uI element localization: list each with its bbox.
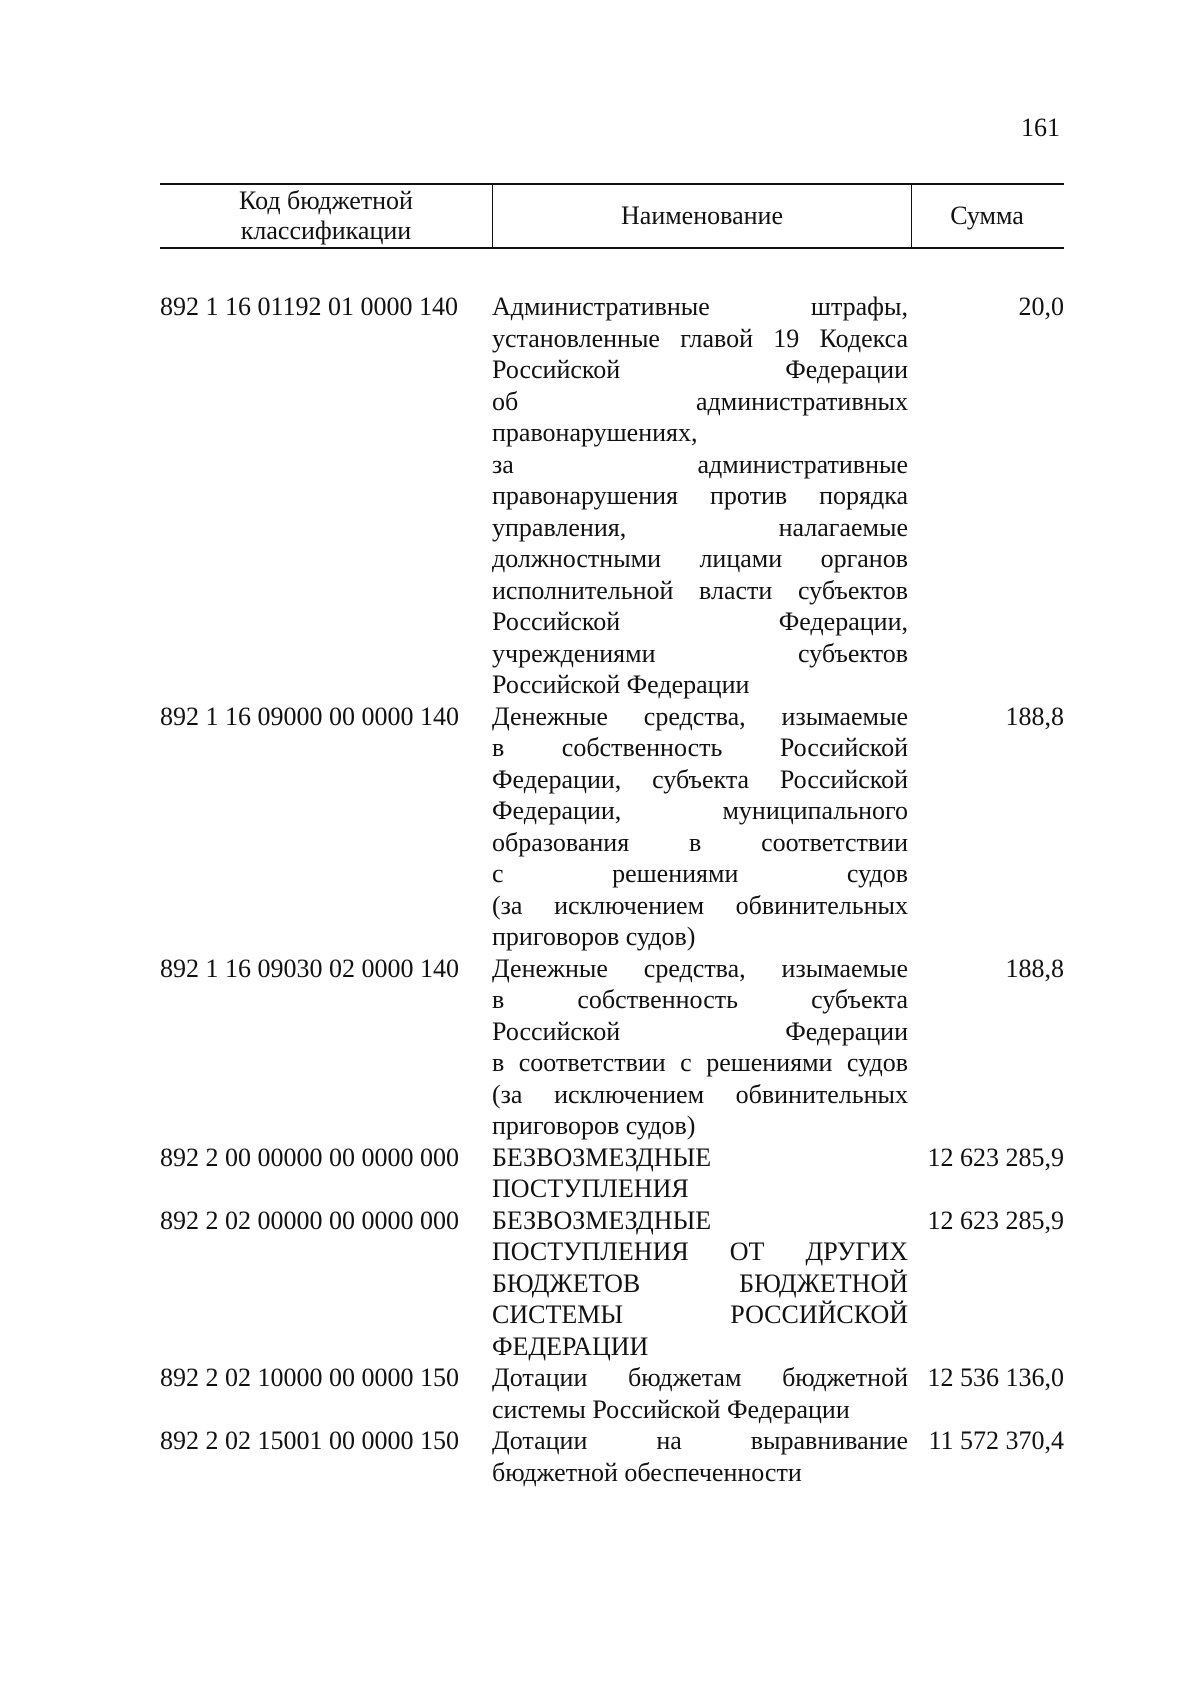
item-name-line: (за исключением обвинительных bbox=[492, 1079, 908, 1109]
item-name-line: Административные штрафы, bbox=[492, 292, 908, 321]
item-name-line: приговоров судов) bbox=[492, 922, 696, 951]
item-name bbox=[492, 701, 908, 953]
item-name bbox=[492, 953, 908, 1142]
table-row bbox=[160, 291, 1064, 701]
item-name-line: Российской Федерации bbox=[492, 1016, 908, 1046]
item-sum: 20,0 bbox=[1018, 292, 1064, 321]
item-name-line: с решениями судов bbox=[492, 859, 908, 888]
table-row bbox=[160, 953, 1064, 1142]
budget-code: 892 1 16 09000 00 0000 140 bbox=[160, 701, 459, 731]
table-header bbox=[160, 183, 1064, 249]
item-name-line: за административные bbox=[492, 449, 908, 479]
item-name-line: бюджетной обеспеченности bbox=[492, 1457, 802, 1487]
item-name-line: об административных bbox=[492, 386, 908, 416]
item-name-line: БЮДЖЕТОВ БЮДЖЕТНОЙ bbox=[492, 1268, 908, 1298]
item-name-line: Российской Федерации bbox=[492, 355, 908, 384]
item-name-line: в соответствии с решениями судов bbox=[492, 1048, 908, 1077]
item-name-line: Федерации, субъекта Российской bbox=[492, 764, 908, 794]
item-sum: 12 623 285,9 bbox=[927, 1142, 1064, 1172]
table-row bbox=[160, 701, 1064, 953]
item-sum: 12 536 136,0 bbox=[927, 1363, 1064, 1392]
item-sum: 188,8 bbox=[1005, 953, 1064, 983]
item-name bbox=[492, 1205, 908, 1363]
item-name-line: (за исключением обвинительных bbox=[492, 890, 908, 920]
budget-code: 892 2 02 00000 00 0000 000 bbox=[160, 1205, 459, 1235]
item-name bbox=[492, 1425, 908, 1488]
item-name-line: Федерации, муниципального bbox=[492, 796, 908, 825]
header-name: Наименование bbox=[492, 185, 912, 247]
table-body bbox=[160, 291, 1064, 1488]
item-name-line: учреждениями субъектов bbox=[492, 638, 908, 668]
item-name-line: Российской Федерации, bbox=[492, 607, 908, 636]
item-name-line: правонарушениях, bbox=[492, 418, 698, 447]
item-name-line: должностными лицами органов bbox=[492, 544, 908, 573]
item-sum: 12 623 285,9 bbox=[927, 1205, 1064, 1235]
table-row bbox=[160, 1362, 1064, 1425]
budget-code: 892 2 02 10000 00 0000 150 bbox=[160, 1363, 459, 1392]
header-sum: Сумма bbox=[950, 201, 1024, 230]
table-row bbox=[160, 1205, 1064, 1363]
page-number: 161 bbox=[1021, 113, 1060, 142]
item-name-line: БЕЗВОЗМЕЗДНЫЕ bbox=[492, 1205, 712, 1235]
item-name-line: Российской Федерации bbox=[492, 670, 750, 699]
item-name-line: Дотации бюджетам бюджетной bbox=[492, 1363, 908, 1392]
table-row bbox=[160, 1142, 1064, 1205]
item-name-line: системы Российской Федерации bbox=[492, 1394, 850, 1424]
item-name-line: Денежные средства, изымаемые bbox=[492, 953, 908, 983]
header-code: Код бюджетной классификации bbox=[239, 186, 413, 245]
budget-code: 892 1 16 01192 01 0000 140 bbox=[160, 292, 459, 321]
item-name-line: ФЕДЕРАЦИИ bbox=[492, 1331, 649, 1361]
item-name-line: БЕЗВОЗМЕЗДНЫЕ bbox=[492, 1142, 712, 1172]
item-name bbox=[492, 291, 908, 701]
item-name-line: в собственность субъекта bbox=[492, 985, 908, 1014]
budget-code: 892 2 00 00000 00 0000 000 bbox=[160, 1142, 459, 1172]
item-name-line: ПОСТУПЛЕНИЯ ОТ ДРУГИХ bbox=[492, 1237, 908, 1266]
item-name-line: Дотации на выравнивание bbox=[492, 1426, 908, 1455]
item-name-line: установленные главой 19 Кодекса bbox=[492, 323, 908, 353]
item-name-line: исполнительной власти субъектов bbox=[492, 575, 908, 605]
item-name-line: управления, налагаемые bbox=[492, 512, 908, 542]
item-sum: 11 572 370,4 bbox=[928, 1426, 1064, 1455]
item-name-line: ПОСТУПЛЕНИЯ bbox=[492, 1174, 689, 1203]
item-name-line: приговоров судов) bbox=[492, 1111, 696, 1140]
item-sum: 188,8 bbox=[1005, 701, 1064, 731]
item-name-line: Денежные средства, изымаемые bbox=[492, 701, 908, 731]
item-name-line: правонарушения против порядка bbox=[492, 481, 908, 510]
budget-code: 892 1 16 09030 02 0000 140 bbox=[160, 953, 459, 983]
item-name-line: в собственность Российской bbox=[492, 733, 908, 762]
item-name-line: СИСТЕМЫ РОССИЙСКОЙ bbox=[492, 1300, 908, 1329]
budget-code: 892 2 02 15001 00 0000 150 bbox=[160, 1426, 459, 1455]
item-name bbox=[492, 1362, 908, 1425]
item-name bbox=[492, 1142, 908, 1205]
table-row bbox=[160, 1425, 1064, 1488]
item-name-line: образования в соответствии bbox=[492, 827, 908, 857]
